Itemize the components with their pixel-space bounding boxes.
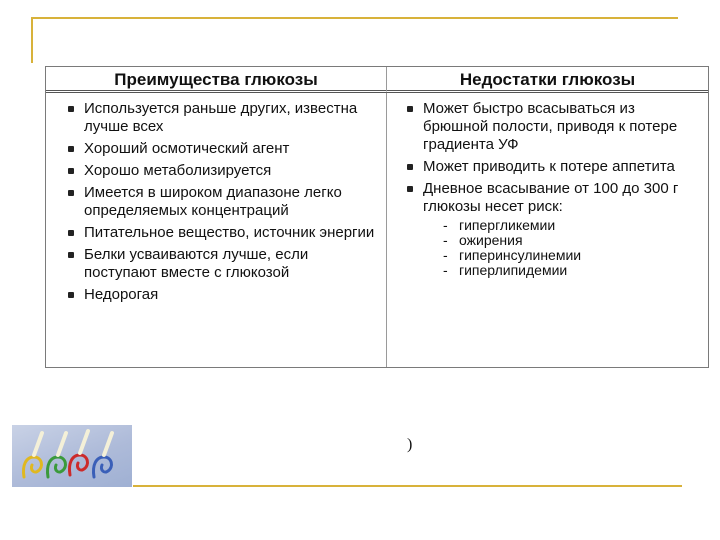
disadvantages-cell <box>387 93 708 367</box>
decorative-bottom-line <box>133 485 682 487</box>
list-item: Может приводить к потере аппетита <box>387 158 702 176</box>
disadvantages-list <box>387 93 708 278</box>
stray-parenthesis: ) <box>407 436 413 453</box>
risk-item: - гиперлипидемии <box>423 263 702 278</box>
list-item: Имеется в широком диапазоне легко определяемых концентраций <box>46 184 380 220</box>
risk-intro: Дневное всасывание от 100 до 300 г глюкозы несет риск: <box>423 180 679 215</box>
list-item: Питательное вещество, источник энергии <box>46 224 380 242</box>
list-item: Хороший осмотический агент <box>46 140 380 158</box>
risk-item: - гиперинсулинемии <box>423 248 702 263</box>
decorative-left-line <box>31 17 33 63</box>
list-item: Хорошо метаболизируется <box>46 162 380 180</box>
list-item: Используется раньше других, известна лучше всех <box>46 100 380 136</box>
paperclips-illustration <box>12 425 132 487</box>
paperclips-image <box>12 425 132 487</box>
risk-item: - ожирения <box>423 233 702 248</box>
disadvantages-header: Недостатки глюкозы <box>387 67 708 93</box>
list-item: Недорогая <box>46 286 380 304</box>
list-item-with-risks <box>387 180 702 278</box>
list-item: Белки усваиваются лучше, если поступают вместе с глюкозой <box>46 246 380 282</box>
list-item: Может быстро всасываться из брюшной полости, приводя к потере градиента УФ <box>387 100 702 154</box>
advantages-header: Преимущества глюкозы <box>46 67 387 93</box>
risk-item: - гипергликемии <box>423 218 702 233</box>
decorative-top-line <box>31 17 678 19</box>
risk-list <box>423 218 702 278</box>
advantages-cell <box>46 93 387 367</box>
advantages-list <box>46 93 386 304</box>
comparison-table <box>45 66 709 368</box>
